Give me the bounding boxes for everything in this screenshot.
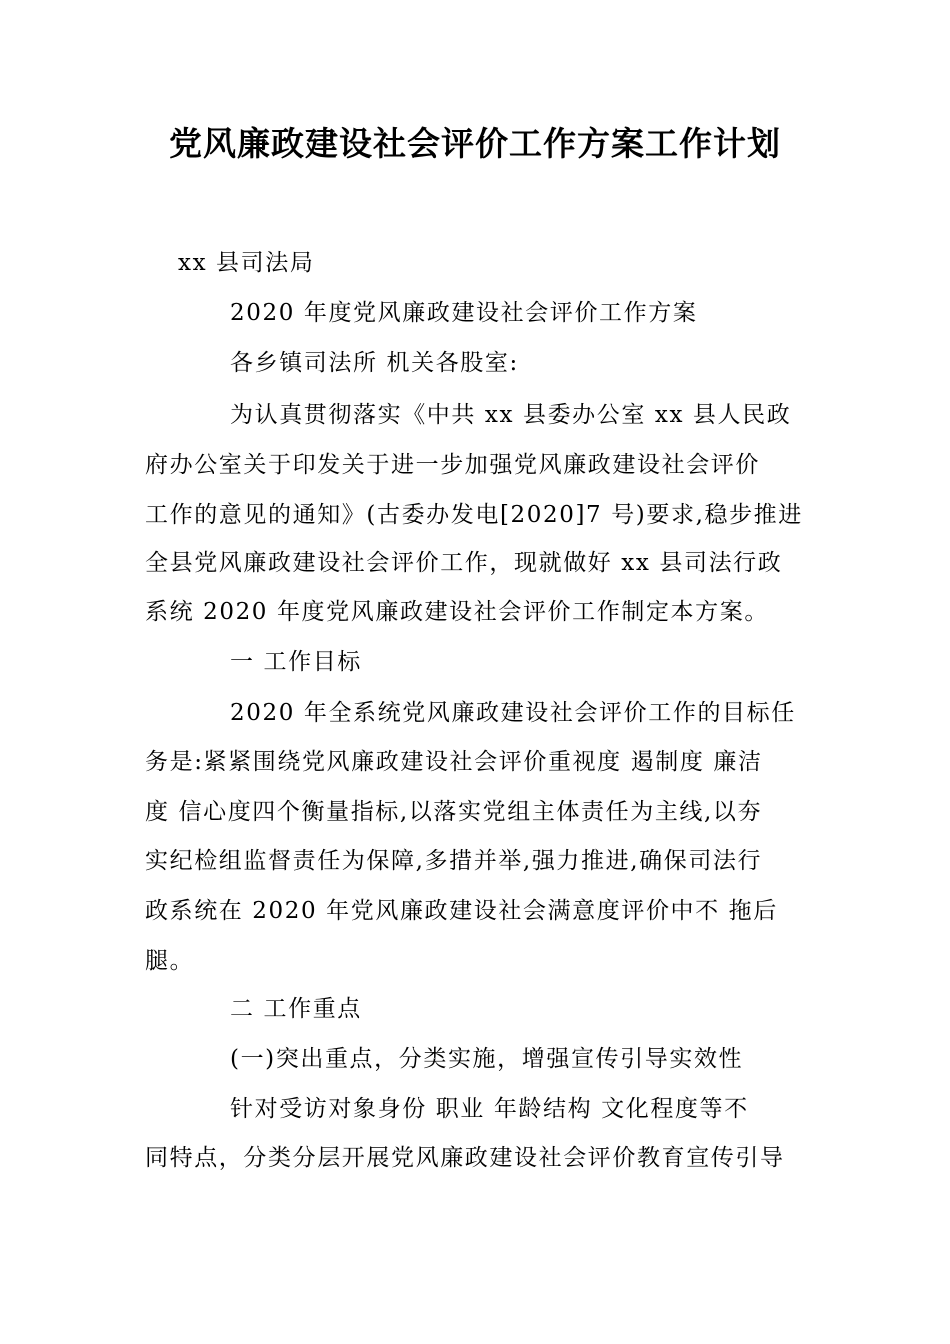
paragraph-line: 府办公室关于印发关于进一步加强党风廉政建设社会评价	[145, 452, 760, 478]
paragraph-line: 针对受访对象身份 职业 年龄结构 文化程度等不	[230, 1096, 749, 1122]
paragraph-line: 为认真贯彻落实《中共 xx 县委办公室 xx 县人民政	[230, 402, 792, 428]
paragraph-line: 2020 年全系统党风廉政建设社会评价工作的目标任	[230, 700, 796, 726]
paragraph-line: 实纪检组监督责任为保障,多措并举,强力推进,确保司法行	[145, 848, 763, 874]
paragraph-line: 全县党风廉政建设社会评价工作，现就做好 xx 县司法行政	[145, 550, 783, 576]
issuing-organization: xx 县司法局	[178, 250, 315, 276]
salutation: 各乡镇司法所 机关各股室:	[230, 350, 519, 376]
paragraph-line: 腿。	[145, 948, 195, 974]
section-heading: 一 工作目标	[230, 649, 362, 675]
paragraph-line: 系统 2020 年度党风廉政建设社会评价工作制定本方案。	[145, 599, 769, 625]
document-title: 党风廉政建设社会评价工作方案工作计划	[169, 124, 781, 163]
paragraph-line: 同特点，分类分层开展党风廉政建设社会评价教育宣传引导	[145, 1145, 785, 1171]
document-subtitle: 2020 年度党风廉政建设社会评价工作方案	[230, 300, 698, 326]
paragraph-line: 工作的意见的通知》(古委办发电[2020]7 号)要求,稳步推进	[145, 502, 803, 528]
subsection-heading: (一)突出重点，分类实施，增强宣传引导实效性	[230, 1046, 744, 1072]
section-heading: 二 工作重点	[230, 996, 362, 1022]
paragraph-line: 务是:紧紧围绕党风廉政建设社会评价重视度 遏制度 廉洁	[145, 749, 763, 775]
paragraph-line: 度 信心度四个衡量指标,以落实党组主体责任为主线,以夯	[145, 799, 763, 825]
paragraph-line: 政系统在 2020 年党风廉政建设社会满意度评价中不 拖后	[145, 898, 778, 924]
